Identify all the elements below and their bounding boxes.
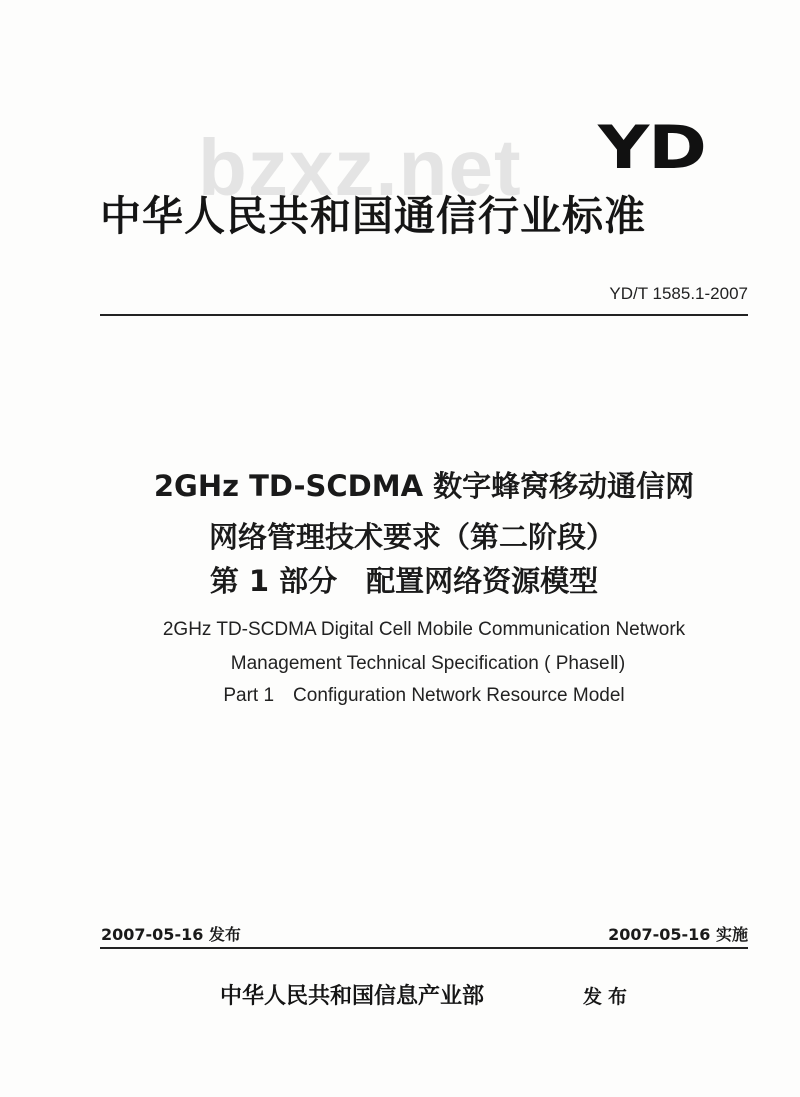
title-en-line3: Part 1 Configuration Network Resource Model — [223, 685, 625, 706]
title-en-line2: Management Technical Specification ( PhaseⅡ) — [230, 653, 626, 674]
implementation-date: 2007-05-16 实施 — [608, 925, 748, 944]
watermark: bzxz.net — [198, 123, 522, 212]
publisher-verb: 发布 — [583, 986, 634, 1008]
title-cn-line1: 2GHz TD-SCDMA 数字蜂窝移动通信网 — [153, 469, 695, 503]
footer-divider — [100, 947, 748, 949]
standard-number: YD/T 1585.1-2007 — [609, 284, 748, 303]
title-en-line1: 2GHz TD-SCDMA Digital Cell Mobile Communication Network — [162, 619, 686, 640]
publisher-name: 中华人民共和国信息产业部 — [220, 984, 485, 1009]
org-title: 中华人民共和国通信行业标准 — [100, 192, 646, 240]
title-cn-line3: 第 1 部分 配置网络资源模型 — [209, 564, 599, 598]
issue-date: 2007-05-16 发布 — [101, 925, 241, 944]
title-cn-line2: 网络管理技术要求（第二阶段） — [208, 520, 615, 554]
header-divider — [100, 314, 748, 316]
yd-logo: YD — [598, 113, 706, 183]
